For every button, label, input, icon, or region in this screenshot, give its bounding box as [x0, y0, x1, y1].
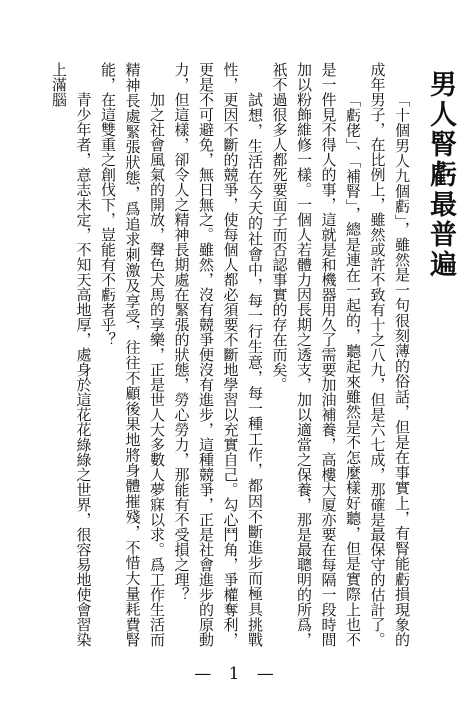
paragraph-2: 「虧佬」、「補腎」，總是連在一起的，聽起來雖然是不怎麼樣好聽，但是實際上也不是一件見不得人的事，這就是和機器用久了需要加油補養，高樓大厦亦要在每隔一段時間加以粉飾維修一樣。一個人若體力因長期之透支，加以適當之保養，那是最聰明的所爲，祇不過很多人都死要面子而否認事實的存在而矣。: [270, 62, 362, 647]
paragraph-4: 加之社會風氣的開放，聲色犬馬的享樂，正是世人大多數人夢寐以求。爲工作生活而精神長處緊張狀態，爲追求刺激及享受，往往不顧後果地將身體摧殘，不惜大量耗費腎能，在這雙重之創伐下，豈能有不虧者乎？: [99, 62, 166, 647]
page-number: — 1 —: [194, 664, 280, 684]
paragraph-3: 試想，生活在今天的社會中，每一行生意，每一種工作，都因不斷進步而極具挑戰性，更因不斷的競爭，使每個人都必須要不斷地學習以充實自己。勾心鬥角，爭權奪利，更是不可避免，無日無之。雖然，沒有競爭便沒有進步，這種競爭，正是社會進步的原動力，但這樣，卻令人之精神長期處在緊張的狀態，勞心勞力，那能有不受損之理？: [172, 62, 264, 647]
chapter-title: 男人腎虧最普遍: [425, 70, 456, 280]
paragraph-1: 「十個男人九個虧」，雖然是一句很刻薄的俗話，但是在事實上，有腎能虧損現象的成年男子，在比例上，雖然或許不致有十之八九，但是六七成，那確是最保守的估計了。: [368, 62, 411, 647]
body-text: [14, 62, 414, 647]
paragraph-5: 青少年者，意志未定，不知天高地厚，處身於這花花綠綠之世界，很容易地使會習染上滿腦: [50, 62, 93, 647]
